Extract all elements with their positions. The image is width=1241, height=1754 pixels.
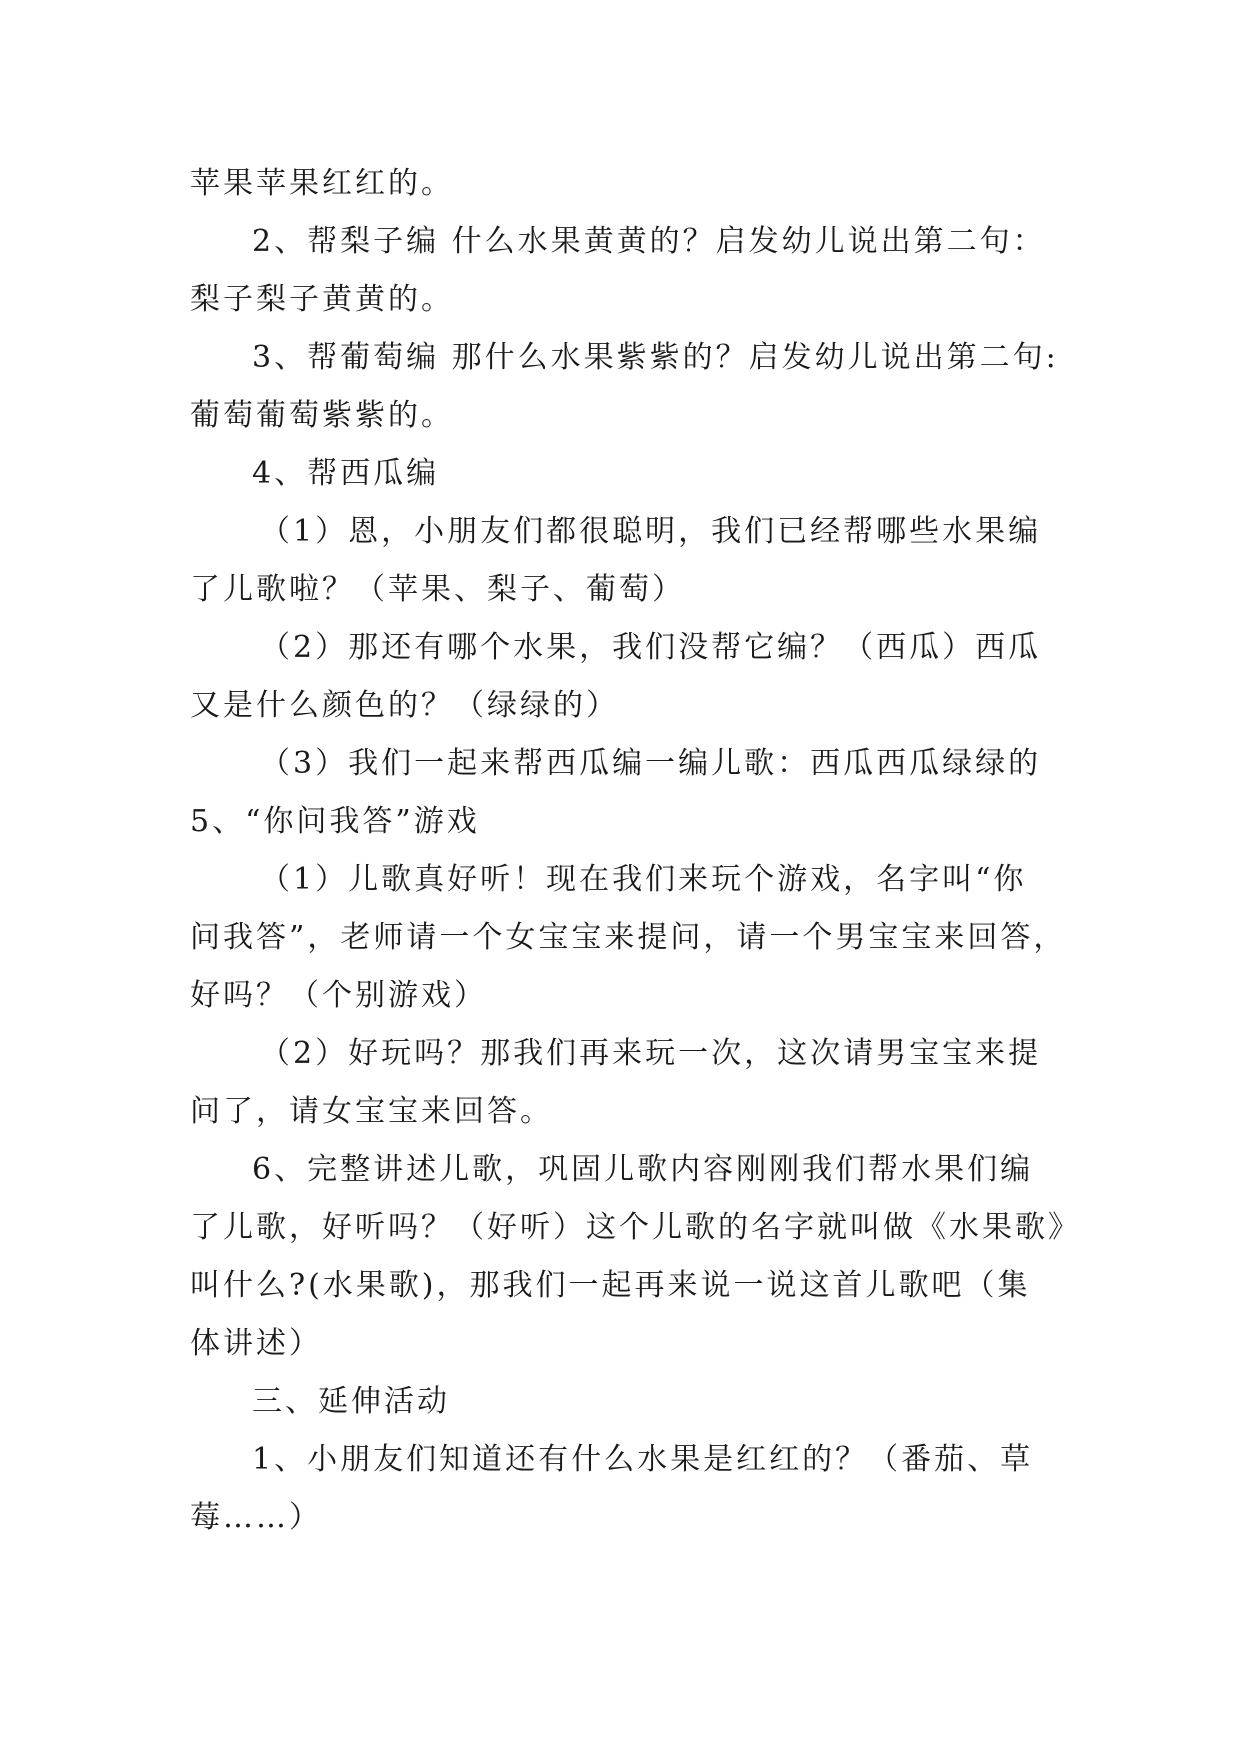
- text-line: 体讲述）: [190, 1326, 322, 1361]
- text-line: 叫什么?(水果歌)，那我们一起再来说一说这首儿歌吧（集: [190, 1268, 1031, 1303]
- text-line: （2）好玩吗？那我们再来玩一次，这次请男宝宝来提: [260, 1036, 1042, 1071]
- text-line: 三、延伸活动: [252, 1384, 450, 1419]
- text-line: 莓……）: [190, 1500, 322, 1535]
- text-line: 问我答”，老师请一个女宝宝来提问，请一个男宝宝来回答，: [190, 920, 1067, 955]
- text-line: 梨子梨子黄黄的。: [190, 282, 454, 317]
- text-line: 好吗？（个别游戏）: [190, 978, 487, 1013]
- text-line: 了儿歌，好听吗？（好听）这个儿歌的名字就叫做《水果歌》: [190, 1210, 1081, 1245]
- text-line: 5、“你问我答”游戏: [190, 804, 480, 839]
- text-line: 2、帮梨子编 什么水果黄黄的？启发幼儿说出第二句：: [252, 224, 1046, 259]
- text-line: 苹果苹果红红的。: [190, 166, 454, 201]
- text-line: 葡萄葡萄紫紫的。: [190, 398, 454, 433]
- text-line: （3）我们一起来帮西瓜编一编儿歌：西瓜西瓜绿绿的: [260, 746, 1042, 781]
- text-line: 6、完整讲述儿歌，巩固儿歌内容刚刚我们帮水果们编: [252, 1152, 1034, 1187]
- text-line: 4、帮西瓜编: [252, 456, 440, 491]
- text-line: 问了，请女宝宝来回答。: [190, 1094, 553, 1129]
- text-line: （1）儿歌真好听！现在我们来玩个游戏，名字叫“你: [260, 862, 1027, 897]
- document-body: [190, 155, 1081, 1547]
- text-line: 1、小朋友们知道还有什么水果是红红的？（番茄、草: [252, 1442, 1034, 1477]
- text-line: 3、帮葡萄编 那什么水果紫紫的？启发幼儿说出第二句:: [252, 340, 1059, 375]
- text-line: 又是什么颜色的？（绿绿的）: [190, 688, 619, 723]
- text-line: （1）恩，小朋友们都很聪明，我们已经帮哪些水果编: [260, 514, 1042, 549]
- text-line: 了儿歌啦？（苹果、梨子、葡萄）: [190, 572, 685, 607]
- text-line: （2）那还有哪个水果，我们没帮它编？（西瓜）西瓜: [260, 630, 1042, 665]
